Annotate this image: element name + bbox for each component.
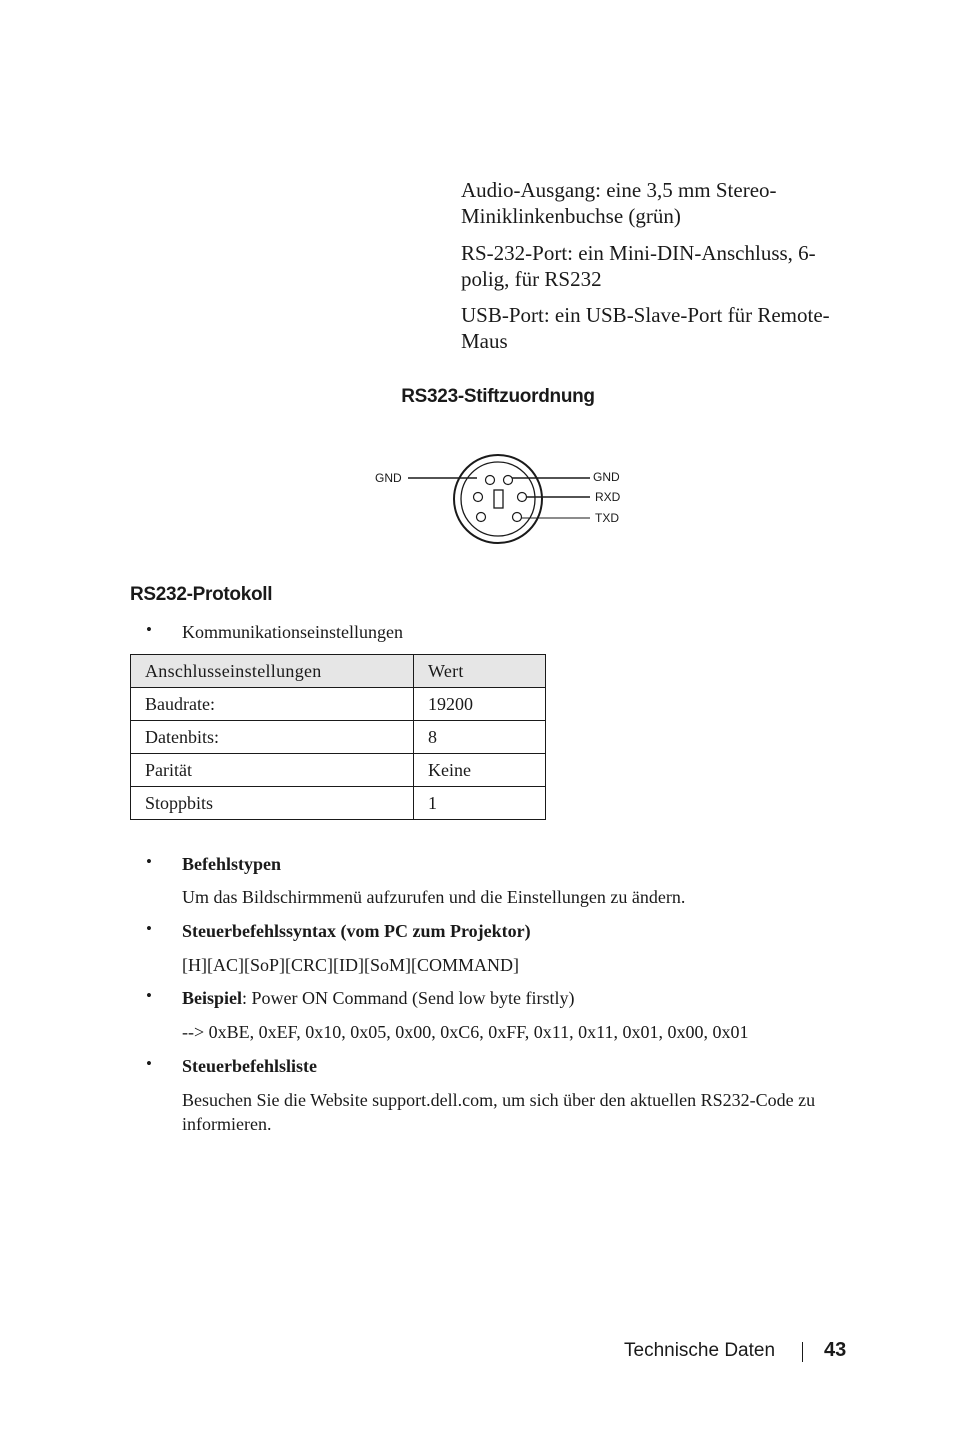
- command-types-title: Befehlstypen: [182, 854, 281, 874]
- table-row: [131, 688, 546, 721]
- spec-usb-port: USB-Port: ein USB-Slave-Port für Remote-Maus: [461, 303, 830, 353]
- table-row: [131, 721, 546, 754]
- bullet-syntax: •: [146, 919, 152, 938]
- table-cell-setting: Parität: [131, 754, 414, 787]
- protocol-heading: RS232-Protokoll: [130, 584, 273, 605]
- command-types-text: Um das Bildschirmmenü aufzurufen und die Einstellungen zu ändern.: [182, 887, 686, 907]
- spec-audio-out: Audio-Ausgang: eine 3,5 mm Stereo-Miniklinkenbuchse (grün): [461, 178, 777, 228]
- pin-leader-lines: [408, 478, 590, 518]
- table-cell-setting: Baudrate:: [131, 688, 414, 721]
- bullet-comm-settings: •: [146, 620, 152, 639]
- table-row: [131, 754, 546, 787]
- syntax-title: Steuerbefehlssyntax (vom PC zum Projektor): [182, 921, 531, 941]
- pin-label-gnd-left: GND: [375, 471, 402, 485]
- mini-din-connector-diagram: [360, 448, 640, 558]
- table-cell-value: 1: [414, 787, 546, 820]
- pin-label-gnd-right: GND: [593, 470, 620, 484]
- table-cell-setting: Stoppbits: [131, 787, 414, 820]
- command-list-text: Besuchen Sie die Website support.dell.com, um sich über den aktuellen RS232-Code zu informieren.: [182, 1090, 816, 1134]
- bullet-command-list: •: [146, 1054, 152, 1073]
- spec-rs232-port: RS-232-Port: ein Mini-DIN-Anschluss, 6-polig, für RS232: [461, 241, 816, 291]
- footer-section-title: Technische Daten: [624, 1340, 776, 1361]
- example-text: : Power ON Command (Send low byte firstly): [242, 988, 575, 1008]
- syntax-text: [H][AC][SoP][CRC][ID][SoM][COMMAND]: [182, 955, 519, 975]
- pinout-heading: RS323-Stiftzuordnung: [401, 386, 595, 407]
- table-cell-value: 8: [414, 721, 546, 754]
- table-cell-setting: Datenbits:: [131, 721, 414, 754]
- pin-label-txd: TXD: [595, 511, 619, 525]
- footer-separator: [802, 1342, 803, 1362]
- example-title: Beispiel: [182, 988, 243, 1008]
- example-bytes: --> 0xBE, 0xEF, 0x10, 0x05, 0x00, 0xC6, 0xFF, 0x11, 0x11, 0x01, 0x00, 0x01: [182, 1022, 749, 1042]
- pin-label-rxd: RXD: [595, 490, 621, 504]
- footer-page-number: 43: [824, 1339, 847, 1361]
- table-header-setting: Anschlusseinstellungen: [131, 655, 414, 688]
- command-list-title: Steuerbefehlsliste: [182, 1056, 317, 1076]
- communication-settings-table: [130, 654, 546, 820]
- connector-body: [454, 455, 542, 543]
- bullet-example: •: [146, 986, 152, 1005]
- table-row: [131, 787, 546, 820]
- table-header-value: Wert: [414, 655, 546, 688]
- comm-settings-label: Kommunikationseinstellungen: [182, 622, 403, 642]
- table-header-row: [131, 655, 546, 688]
- table-cell-value: Keine: [414, 754, 546, 787]
- bullet-command-types: •: [146, 852, 152, 871]
- connector-pins: [474, 476, 527, 522]
- example-line: [182, 986, 574, 1010]
- table-cell-value: 19200: [414, 688, 546, 721]
